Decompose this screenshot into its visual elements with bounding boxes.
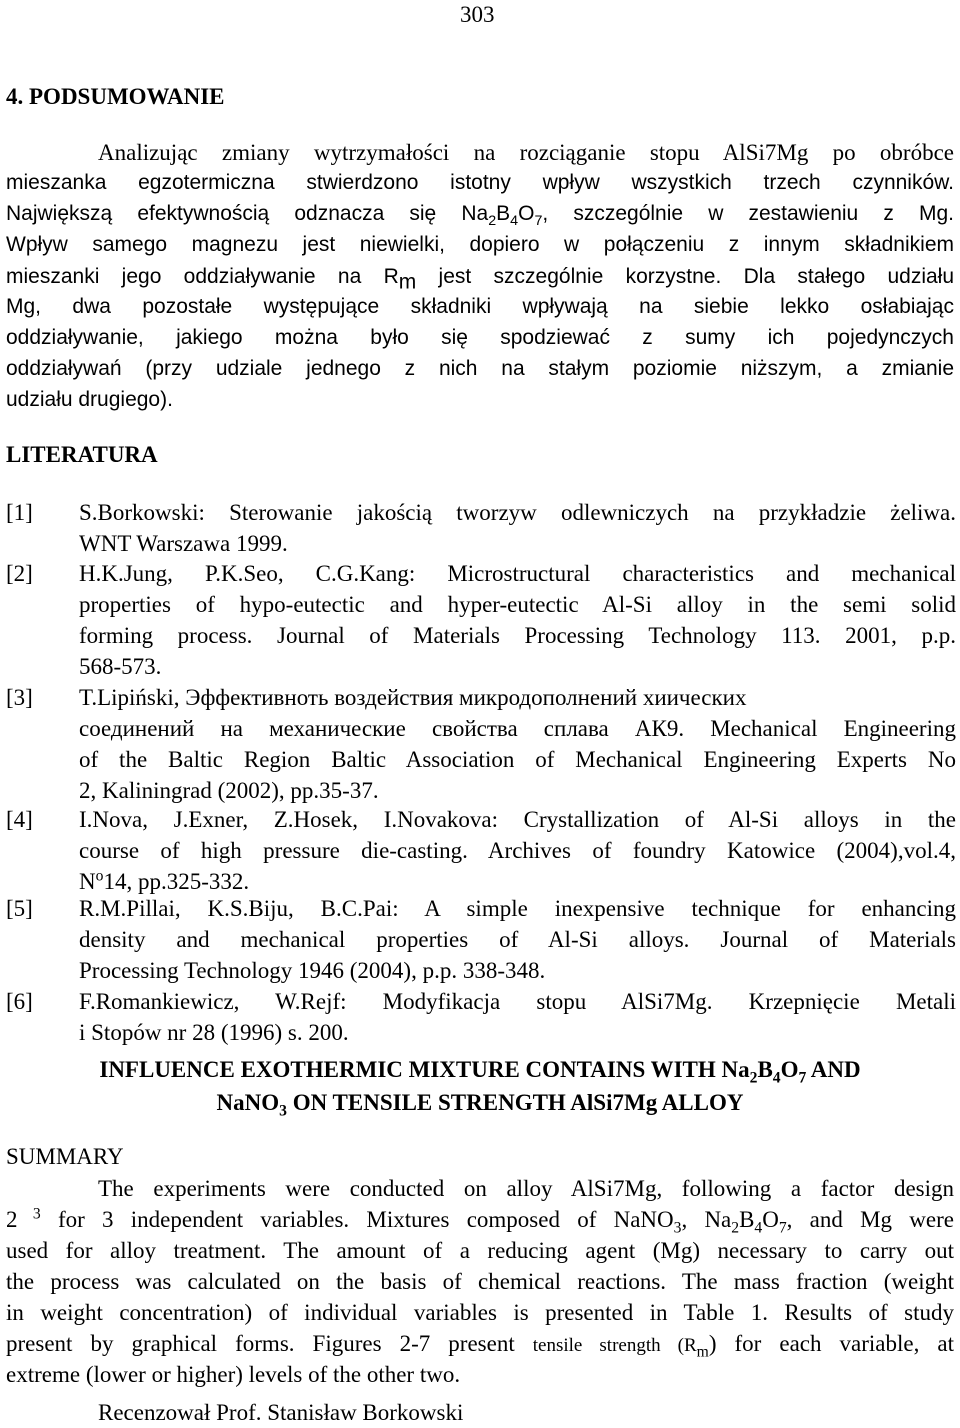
text-line: extreme (lower or higher) levels of the other two. xyxy=(6,1362,461,1387)
reference-line: $N^o14$, pp.325-332. xyxy=(79,867,250,894)
reviewer-note: Recenzował Prof. Stanisław Borkowski xyxy=(98,1400,464,1425)
reference-line: density and mechanical properties of Al-Si alloys. Journal of Materials xyxy=(79,927,956,952)
reference-number: [1] xyxy=(6,500,33,525)
reference-number: [5] xyxy=(6,896,33,921)
text-line: used for alloy treatment. The amount of a reducing agent (Mg) necessary to carry out xyxy=(6,1238,954,1263)
title-line: NaNO$_3$ ON TENSILE STRENGTH AlSi7Mg ALLOY xyxy=(216,1090,744,1120)
reference-line: forming process. Journal of Materials Processing Technology 113. 2001, p.p. xyxy=(79,623,956,648)
reference-line: WNT Warszawa 1999. xyxy=(79,531,288,556)
reference-line: H.K.Jung, P.K.Seo, C.G.Kang: Microstructural characteristics and mechanical xyxy=(79,561,956,586)
reference-line: course of high pressure die-casting. Archives of foundry Katowice (2004),vol.4, xyxy=(79,838,956,863)
section-heading: 4. PODSUMOWANIE xyxy=(6,84,225,109)
reference-number: [6] xyxy=(6,989,33,1014)
reference-line: properties of hypo-eutectic and hyper-eutectic Al-Si alloy in the semi solid xyxy=(79,592,956,617)
reference-line: R.M.Pillai, K.S.Biju, B.C.Pai: A simple inexpensive technique for enhancing xyxy=(79,896,956,921)
reference-line: 2, Kaliningrad (2002), pp.35-37. xyxy=(79,778,379,803)
text-line: Wpływ samego magnezu jest niewielki, dopiero w połączeniu z innym składnikiem xyxy=(6,233,954,256)
text-line: The experiments were conducted on alloy AlSi7Mg, following a factor design xyxy=(98,1176,954,1201)
literature-heading: LITERATURA xyxy=(6,442,158,467)
text-line: mieszanka egzotermiczna stwierdzono istotny wpływ wszystkich trzech czynników. xyxy=(6,171,954,194)
reference-line: T.Lipiński, Эффективноть воздействия микродополнений хиических xyxy=(79,685,747,710)
reference-line: S.Borkowski: Sterowanie jakością tworzyw odlewniczych na przykładzie żeliwa. xyxy=(79,500,956,525)
text-line: Mg, dwa pozostałe występujące składniki wpływają na siebie lekko osłabiając xyxy=(6,295,954,318)
reference-line: 568-573. xyxy=(79,654,162,679)
reference-number: [3] xyxy=(6,685,33,710)
summary-heading: SUMMARY xyxy=(6,1144,124,1169)
reference-line: соединений на механические свойства сплава АК9. Mechanical Engineering xyxy=(79,716,956,741)
reference-line: Processing Technology 1946 (2004), p.p. 338-348. xyxy=(79,958,546,983)
text-line: in weight concentration) of individual variables is presented in Table 1. Results of study xyxy=(6,1300,954,1325)
reference-number: [2] xyxy=(6,561,33,586)
text-line: oddziaływań (przy udziale jednego z nich na stałym poziomie niższym, a zmianie xyxy=(6,357,954,380)
reference-line: F.Romankiewicz, W.Rejf: Modyfikacja stopu AlSi7Mg. Krzepnięcie Metali xyxy=(79,989,956,1014)
reference-line: I.Nova, J.Exner, Z.Hosek, I.Novakova: Crystallization of Al-Si alloys in the xyxy=(79,807,956,832)
text-line: Największą efektywnością odznacza się $Na_2B_4O_7$, szczególnie w zestawieniu z Mg. xyxy=(6,202,954,230)
page-number: 303 xyxy=(460,2,495,27)
text-line: present by graphical forms. Figures 2-7 present tensile strength $(R_m)$ for each variable, at xyxy=(6,1331,954,1361)
text-line: the process was calculated on the basis of chemical reactions. The mass fraction (weight xyxy=(6,1269,954,1294)
text-line: 2 $^3$ for 3 independent variables. Mixtures composed of NaNO$_3$, $Na_2B_4O_7$, and Mg were xyxy=(6,1205,954,1237)
text-line: mieszanki jego oddziaływanie na $R_m$ jest szczególnie korzystne. Dla stałego udziału xyxy=(6,265,955,294)
reference-line: i Stopów nr 28 (1996) s. 200. xyxy=(79,1020,349,1045)
text-line: Analizując zmiany wytrzymałości na rozciąganie stopu AlSi7Mg po obróbce xyxy=(98,140,954,165)
text-line: oddziaływanie, jakiego można było się spodziewać z sumy ich pojedynczych xyxy=(6,326,954,349)
reference-line: of the Baltic Region Baltic Association of Mechanical Engineering Experts No xyxy=(79,747,956,772)
title-line: INFLUENCE EXOTHERMIC MIXTURE CONTAINS WITH $Na_2B_4O_7$ AND xyxy=(99,1057,861,1087)
reference-number: [4] xyxy=(6,807,33,832)
text-line: udziału drugiego). xyxy=(6,388,173,411)
